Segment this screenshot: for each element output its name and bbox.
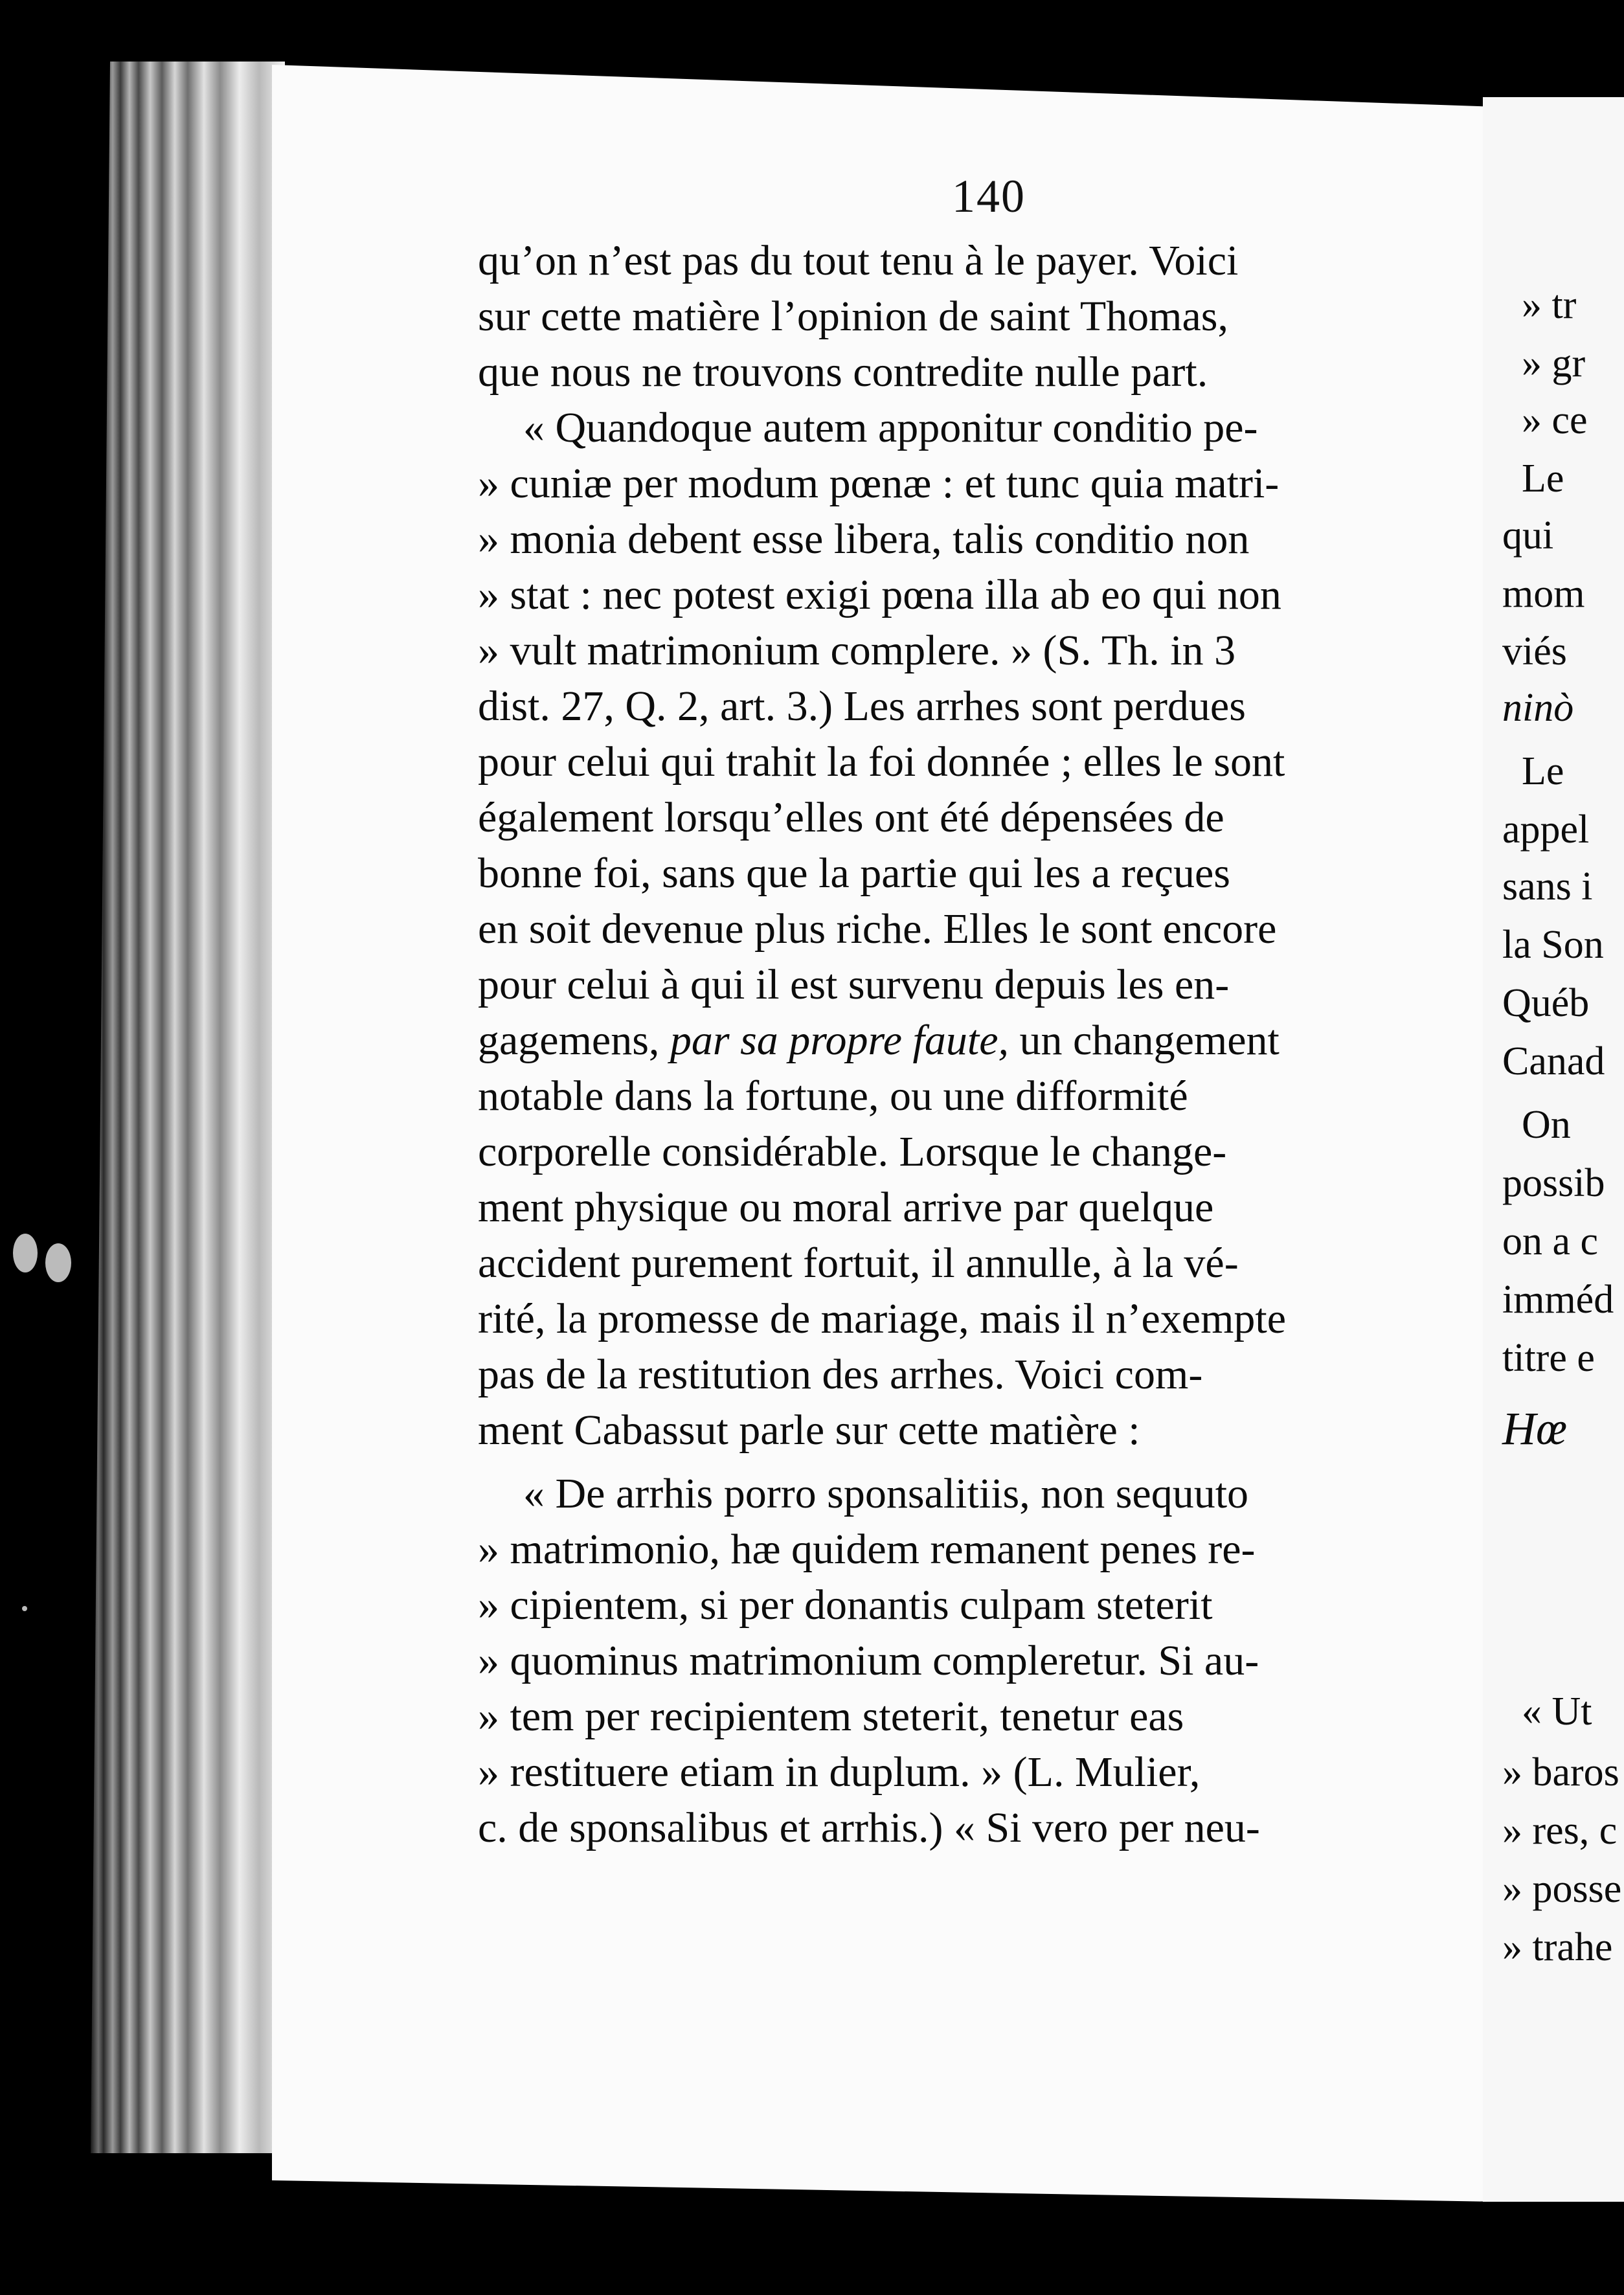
right-text-line: » res, c [1502,1809,1618,1853]
text-run: gagemens, [478,1017,670,1064]
right-text-line: On [1522,1103,1571,1147]
text-line: » stat : nec potest exigi pœna illa ab eo qui non [478,571,1281,618]
text-line: c. de sponsalibus et arrhis.) « Si vero per neu- [478,1804,1260,1851]
text-line: ment Cabassut parle sur cette matière : [478,1407,1140,1454]
text-run: un changement [1009,1017,1280,1064]
scan-speck [13,1234,38,1272]
right-text-line: la Son [1502,923,1604,967]
right-text-line: Canad [1502,1039,1605,1083]
text-line: corporelle considérable. Lorsque le change- [478,1128,1227,1175]
right-text-line: Hœ [1502,1403,1568,1454]
right-text-line: » posse [1502,1867,1622,1911]
text-line: qu’on n’est pas du tout tenu à le payer. Voici [478,237,1239,284]
right-text-line: possib [1502,1161,1605,1205]
italic-phrase: par sa propre faute, [670,1017,1009,1064]
right-text-line: » gr [1522,341,1586,385]
text-line: dist. 27, Q. 2, art. 3.) Les arrhes sont perdues [478,683,1246,730]
scan-speck [22,1606,27,1611]
right-text-line: « Ut [1522,1690,1592,1734]
page-edges [91,62,285,2153]
text-line: » vult matrimonium complere. » (S. Th. in 3 [478,627,1236,674]
right-text-line: » trahe [1502,1925,1613,1969]
text-line: » monia debent esse libera, talis conditio non [478,515,1250,563]
right-text-line: titre e [1502,1336,1595,1380]
text-line: » quominus matrimonium compleretur. Si au- [478,1637,1259,1684]
text-line: » tem per recipientem steterit, tenetur eas [478,1693,1184,1740]
right-text-line: » baros [1502,1750,1619,1794]
right-text-line: qui [1502,514,1554,558]
text-line: » cipientem, si per donantis culpam steterit [478,1581,1213,1629]
right-text-line: on a c [1502,1219,1599,1263]
right-text-line: appel [1502,808,1590,852]
text-line: « De arrhis porro sponsalitiis, non sequuto [523,1470,1249,1517]
page-number: 140 [952,170,1026,222]
text-line: sur cette matière l’opinion de saint Thomas, [478,293,1228,340]
right-text-line: » tr [1522,283,1577,327]
right-text-line: Le [1522,457,1564,501]
text-line: que nous ne trouvons contredite nulle part. [478,348,1208,396]
text-line: » restituere etiam in duplum. » (L. Mulier, [478,1748,1201,1796]
text-line: « Quandoque autem apponitur conditio pe- [523,404,1258,451]
text-line: pour celui à qui il est survenu depuis les en- [478,961,1230,1008]
right-text-line: Québ [1502,981,1590,1025]
text-line: notable dans la fortune, ou une difformité [478,1072,1188,1120]
text-line: accident purement fortuit, il annulle, à la vé- [478,1239,1239,1287]
text-line: bonne foi, sans que la partie qui les a reçues [478,850,1230,897]
text-line: pour celui qui trahit la foi donnée ; elles le sont [478,738,1285,786]
text-line: rité, la promesse de mariage, mais il n’exempte [478,1295,1287,1342]
text-line [478,1019,1280,1062]
text-line: pas de la restitution des arrhes. Voici com- [478,1351,1203,1398]
right-text-line: ninò [1502,686,1574,730]
text-line: ment physique ou moral arrive par quelque [478,1184,1214,1231]
right-text-line: imméd [1502,1278,1614,1322]
right-text-line: mom [1502,572,1585,616]
text-line: également lorsqu’elles ont été dépensées de [478,794,1224,841]
text-line: en soit devenue plus riche. Elles le sont encore [478,905,1277,953]
right-text-line: Le [1522,749,1564,793]
text-line: » cuniæ per modum pœnæ : et tunc quia matri- [478,460,1280,507]
right-text-line: sans i [1502,865,1593,909]
right-text-line: viés [1502,629,1567,673]
scan-speck [45,1243,71,1282]
text-line: » matrimonio, hæ quidem remanent penes re- [478,1526,1256,1573]
right-text-line: » ce [1522,398,1588,442]
